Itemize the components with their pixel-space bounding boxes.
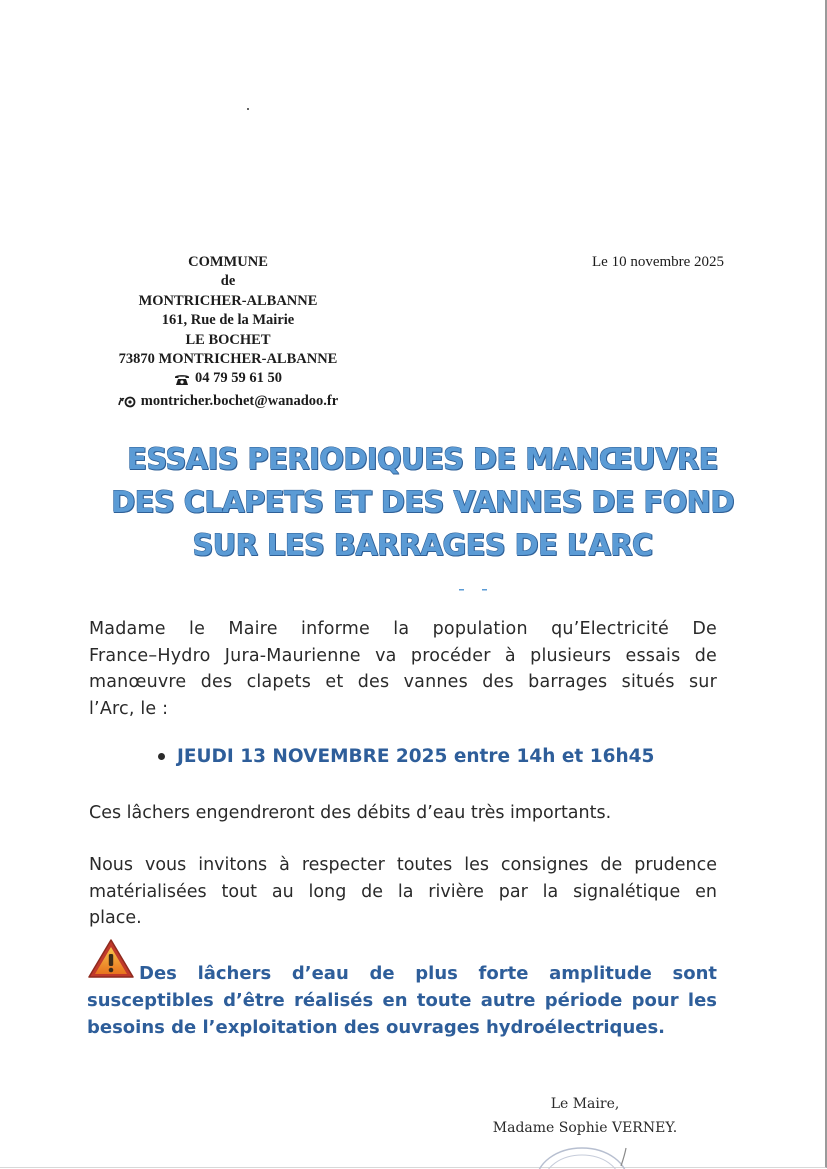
official-stamp — [530, 1142, 650, 1169]
warning-paragraph — [87, 960, 717, 1041]
title-line-3: SUR LES BARRAGES DE L’ARC — [192, 528, 653, 562]
email-address: montricher.bochet@wanadoo.fr — [140, 393, 339, 410]
letter-date: Le 10 novembre 2025 — [592, 254, 725, 270]
title-underline-marks — [452, 588, 492, 592]
intro-line-4: l’Arc, le : — [89, 698, 169, 719]
warning-line-1: Des lâchers d’eau de plus forte amplitude sont — [139, 963, 717, 984]
event-datetime: JEUDI 13 NOVEMBRE 2025 entre 14h et 16h45 — [177, 746, 655, 767]
title-line-2: DES CLAPETS ET DES VANNES DE FOND — [111, 485, 734, 519]
intro-line-3: manœuvre des clapets et des vannes des barrages situés sur — [89, 672, 717, 692]
discharge-paragraph: Ces lâchers engendreront des débits d’eau très importants. — [89, 803, 612, 823]
hamlet: LE BOCHET — [185, 331, 271, 348]
warning-line-2: susceptibles d’être réalisés en toute autre période pour les — [87, 990, 717, 1011]
warning-line-3: besoins de l’exploitation des ouvrages hydroélectriques. — [87, 1017, 666, 1038]
invite-paragraph — [89, 852, 717, 932]
intro-line-1: Madame le Maire informe la population qu’Electricité De — [89, 619, 717, 639]
postal-city: 73870 MONTRICHER-ALBANNE — [118, 351, 338, 368]
scan-speck — [247, 108, 249, 110]
letterhead — [92, 253, 364, 414]
email-line — [92, 392, 364, 414]
address: 161, Rue de la Mairie — [161, 312, 295, 329]
title-line-1: ESSAIS PERIODIQUES DE MANŒUVRE — [127, 442, 718, 476]
phone-number: 04 79 59 61 50 — [195, 370, 282, 387]
commune-name: MONTRICHER-ALBANNE — [138, 292, 318, 309]
invite-line-1: Nous vous invitons à respecter toutes les consignes de prudence — [89, 855, 717, 875]
signature-role: Le Maire, — [550, 1096, 620, 1112]
signature-name: Madame Sophie VERNEY. — [492, 1120, 678, 1136]
invite-line-3: place. — [89, 908, 142, 928]
commune-label: COMMUNE — [188, 254, 268, 270]
bullet-icon — [158, 753, 165, 760]
notice-title — [60, 438, 785, 567]
intro-paragraph — [89, 616, 717, 722]
signature-block — [470, 1092, 700, 1140]
telephone-icon — [174, 373, 190, 386]
intro-line-2: France–Hydro Jura-Maurienne va procéder à plusieurs essais de — [89, 645, 717, 666]
invite-line-2: matérialisées tout au long de la rivière par la signalétique en — [89, 881, 717, 902]
phone-line — [92, 369, 364, 392]
event-item — [158, 746, 654, 767]
de-label: de — [220, 273, 236, 290]
email-icon — [118, 396, 136, 408]
